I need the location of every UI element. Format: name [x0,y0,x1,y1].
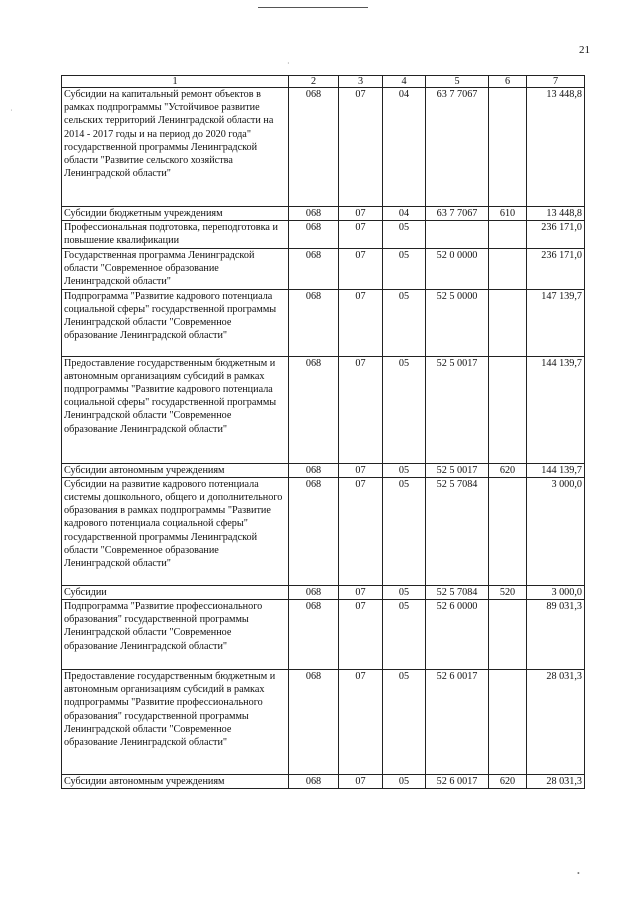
row-name: Предоставление государственным бюджетным и автономным организациям субсидий в рамках подпрограммы "Развитие кадрового потенциала социальной сферы" государственной программы Ленинградской области "Современное образование Ленинградской области" [62,356,289,463]
table-row [62,600,585,670]
table-row [62,221,585,248]
page-number: 21 [579,44,590,56]
row-expense-type [489,356,527,463]
row-expense-type: 520 [489,585,527,599]
row-name: Субсидии [62,585,289,599]
row-name: Предоставление государственным бюджетным и автономным организациям субсидий в рамках подпрограммы "Развитие профессионального образования" государственной программы Ленинградской области "Современное образование Ленинградской области" [62,670,289,775]
row-ministry-code: 068 [289,585,339,599]
table-row [62,356,585,463]
column-header-1: 1 [62,76,289,88]
table-row [62,248,585,289]
row-ministry-code: 068 [289,477,339,585]
row-amount: 236 171,0 [527,248,585,289]
row-section-code: 07 [339,775,383,789]
row-ministry-code: 068 [289,600,339,670]
row-expense-type: 620 [489,463,527,477]
row-amount: 3 000,0 [527,585,585,599]
row-section-code: 07 [339,477,383,585]
row-subsection-code: 05 [383,463,426,477]
table-row [62,207,585,221]
row-subsection-code: 05 [383,477,426,585]
row-ministry-code: 068 [289,356,339,463]
row-target-code: 52 5 0017 [426,463,489,477]
row-amount: 28 031,3 [527,775,585,789]
row-amount: 144 139,7 [527,463,585,477]
row-target-code [426,221,489,248]
row-target-code: 52 5 7084 [426,585,489,599]
row-ministry-code: 068 [289,775,339,789]
row-target-code: 63 7 7067 [426,207,489,221]
row-ministry-code: 068 [289,207,339,221]
row-target-code: 52 0 0000 [426,248,489,289]
row-ministry-code: 068 [289,248,339,289]
row-amount: 28 031,3 [527,670,585,775]
scan-mark: · [287,59,290,68]
table-row [62,88,585,207]
row-section-code: 07 [339,585,383,599]
row-expense-type: 610 [489,207,527,221]
row-expense-type [489,88,527,207]
scan-mark: ˙ [10,108,13,117]
row-target-code: 63 7 7067 [426,88,489,207]
budget-table [61,75,585,789]
table-row [62,289,585,356]
row-subsection-code: 05 [383,248,426,289]
row-name: Субсидии автономным учреждениям [62,775,289,789]
row-name: Профессиональная подготовка, переподготовка и повышение квалификации [62,221,289,248]
column-header-2: 2 [289,76,339,88]
column-header-7: 7 [527,76,585,88]
row-subsection-code: 05 [383,221,426,248]
top-rule [258,7,368,8]
row-subsection-code: 04 [383,88,426,207]
table-row [62,463,585,477]
row-ministry-code: 068 [289,289,339,356]
row-amount: 236 171,0 [527,221,585,248]
row-ministry-code: 068 [289,221,339,248]
row-name: Субсидии бюджетным учреждениям [62,207,289,221]
row-section-code: 07 [339,207,383,221]
row-section-code: 07 [339,88,383,207]
row-expense-type [489,248,527,289]
column-header-6: 6 [489,76,527,88]
table-header-row [62,76,585,88]
row-amount: 3 000,0 [527,477,585,585]
row-name: Субсидии автономным учреждениям [62,463,289,477]
row-section-code: 07 [339,221,383,248]
row-expense-type [489,600,527,670]
row-expense-type [489,670,527,775]
table-row [62,670,585,775]
row-subsection-code: 05 [383,600,426,670]
row-amount: 144 139,7 [527,356,585,463]
row-ministry-code: 068 [289,670,339,775]
row-expense-type [489,289,527,356]
row-name: Субсидии на капитальный ремонт объектов в рамках подпрограммы "Устойчивое развитие сельских территорий Ленинградской области на 2014 - 2017 годы и на период до 2020 года" государственной программы Ленинградской области "Развитие сельского хозяйства Ленинградской области" [62,88,289,207]
row-expense-type [489,477,527,585]
row-expense-type [489,221,527,248]
table-row [62,477,585,585]
table-row [62,585,585,599]
row-name: Подпрограмма "Развитие профессионального образования" государственной программы Ленинградской области "Современное образование Ленинградской области" [62,600,289,670]
row-name: Государственная программа Ленинградской области "Современное образование Ленинградской области" [62,248,289,289]
row-subsection-code: 05 [383,775,426,789]
column-header-3: 3 [339,76,383,88]
row-name: Подпрограмма "Развитие кадрового потенциала социальной сферы" государственной программы Ленинградской области "Современное образование Ленинградской области" [62,289,289,356]
column-header-5: 5 [426,76,489,88]
column-header-4: 4 [383,76,426,88]
row-section-code: 07 [339,248,383,289]
row-subsection-code: 05 [383,289,426,356]
table-row [62,775,585,789]
row-target-code: 52 5 0000 [426,289,489,356]
row-target-code: 52 6 0017 [426,670,489,775]
row-section-code: 07 [339,289,383,356]
row-target-code: 52 6 0017 [426,775,489,789]
row-amount: 13 448,8 [527,207,585,221]
row-ministry-code: 068 [289,463,339,477]
row-target-code: 52 5 7084 [426,477,489,585]
row-section-code: 07 [339,463,383,477]
row-section-code: 07 [339,356,383,463]
row-amount: 147 139,7 [527,289,585,356]
row-subsection-code: 04 [383,207,426,221]
row-subsection-code: 05 [383,670,426,775]
row-section-code: 07 [339,670,383,775]
row-section-code: 07 [339,600,383,670]
row-target-code: 52 6 0000 [426,600,489,670]
row-name: Субсидии на развитие кадрового потенциала системы дошкольного, общего и дополнительного образования в рамках подпрограммы "Развитие кадрового потенциала социальной сферы" государственной программы Ленинградской области "Современное образование Ленинградской области" [62,477,289,585]
row-ministry-code: 068 [289,88,339,207]
row-amount: 89 031,3 [527,600,585,670]
row-subsection-code: 05 [383,356,426,463]
row-amount: 13 448,8 [527,88,585,207]
row-expense-type: 620 [489,775,527,789]
row-target-code: 52 5 0017 [426,356,489,463]
row-subsection-code: 05 [383,585,426,599]
scan-mark: • [577,869,580,878]
